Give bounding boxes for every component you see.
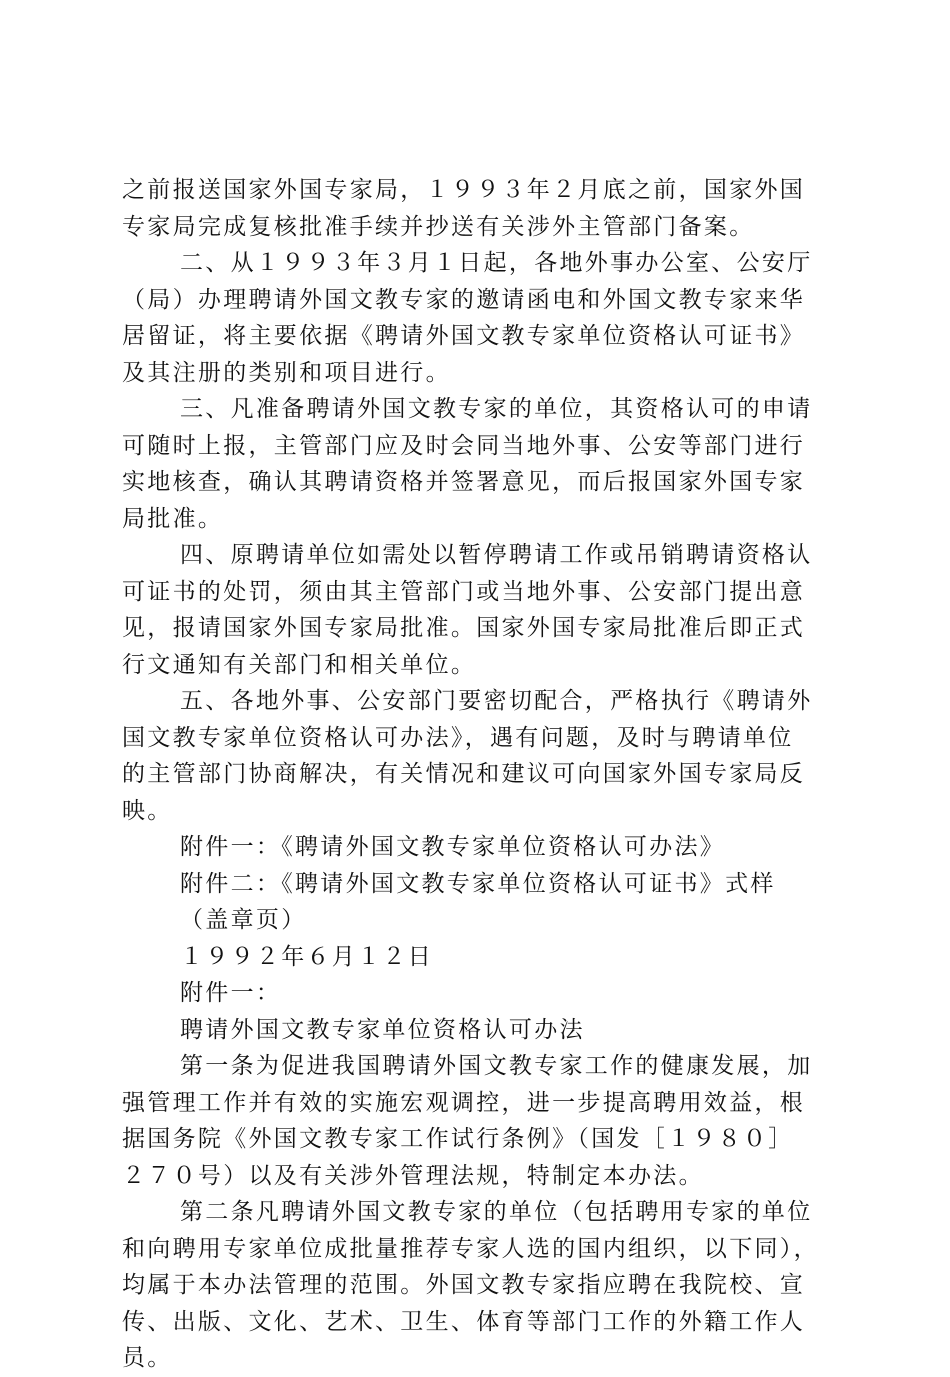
text-line: 国文教专家单位资格认可办法》，遇有问题，及时与聘请单位 [122,724,794,751]
text-line: 专家局完成复核批准手续并抄送有关涉外主管部门备案。 [122,213,755,240]
text-line: 二、从１９９３年３月１日起，各地外事办公室、公安厅 [180,250,813,276]
text-line: 的主管部门协商解决，有关情况和建议可向国家外国专家局反 [122,761,806,787]
text-line: 附件一： [180,980,282,1006]
text-line: 居留证，将主要依据《聘请外国文教专家单位资格认可证书》 [122,323,806,349]
text-line: 第二条凡聘请外国文教专家的单位（包括聘用专家的单位 [180,1199,813,1225]
text-line: 可随时上报，主管部门应及时会同当地外事、公安等部门进行 [122,432,806,459]
text-line: 五、各地外事、公安部门要密切配合，严格执行《聘请外 [180,688,813,714]
text-line: 三、凡准备聘请外国文教专家的单位，其资格认可的申请 [180,396,813,422]
text-line: 及其注册的类别和项目进行。 [122,359,451,386]
text-line: （局）办理聘请外国文教专家的邀请函电和外国文教专家来华 [122,286,806,313]
text-line: 均属于本办法管理的范围。外国文教专家指应聘在我院校、宣 [122,1272,806,1298]
text-line: １９９２年６月１２日 [180,943,433,970]
text-line: 附件一：《聘请外国文教专家单位资格认可办法》 [180,834,726,860]
text-line: 映。 [122,797,173,824]
text-line: 局批准。 [122,505,224,532]
text-line: 第一条为促进我国聘请外国文教专家工作的健康发展，加 [180,1053,813,1079]
text-line: 强管理工作并有效的实施宏观调控，进一步提高聘用效益，根 [122,1089,806,1116]
text-line: 行文通知有关部门和相关单位。 [122,651,477,678]
text-line: 员。 [122,1345,173,1371]
text-line: 四、原聘请单位如需处以暂停聘请工作或吊销聘请资格认 [180,542,813,568]
text-line: 和向聘用专家单位成批量推荐专家人选的国内组织，以下同）， [122,1235,819,1262]
document-body [122,172,832,1377]
text-line: 之前报送国家外国专家局，１９９３年２月底之前，国家外国 [122,177,806,203]
text-line: ２７０号）以及有关涉外管理法规，特制定本办法。 [122,1162,704,1189]
text-line: 可证书的处罚，须由其主管部门或当地外事、公安部门提出意 [122,578,806,605]
text-line: （盖章页） [180,907,307,933]
text-line: 附件二：《聘请外国文教专家单位资格认可证书》式样 [180,870,776,897]
text-line: 聘请外国文教专家单位资格认可办法 [180,1016,585,1043]
text-line: 据国务院《外国文教专家工作试行条例》（国发［１９８０］ [122,1126,794,1152]
text-line: 实地核查，确认其聘请资格并签署意见，而后报国家外国专家 [122,469,806,495]
text-line: 传、出版、文化、艺术、卫生、体育等部门工作的外籍工作人 [122,1308,806,1335]
text-line: 见，报请国家外国专家局批准。国家外国专家局批准后即正式 [122,615,806,641]
